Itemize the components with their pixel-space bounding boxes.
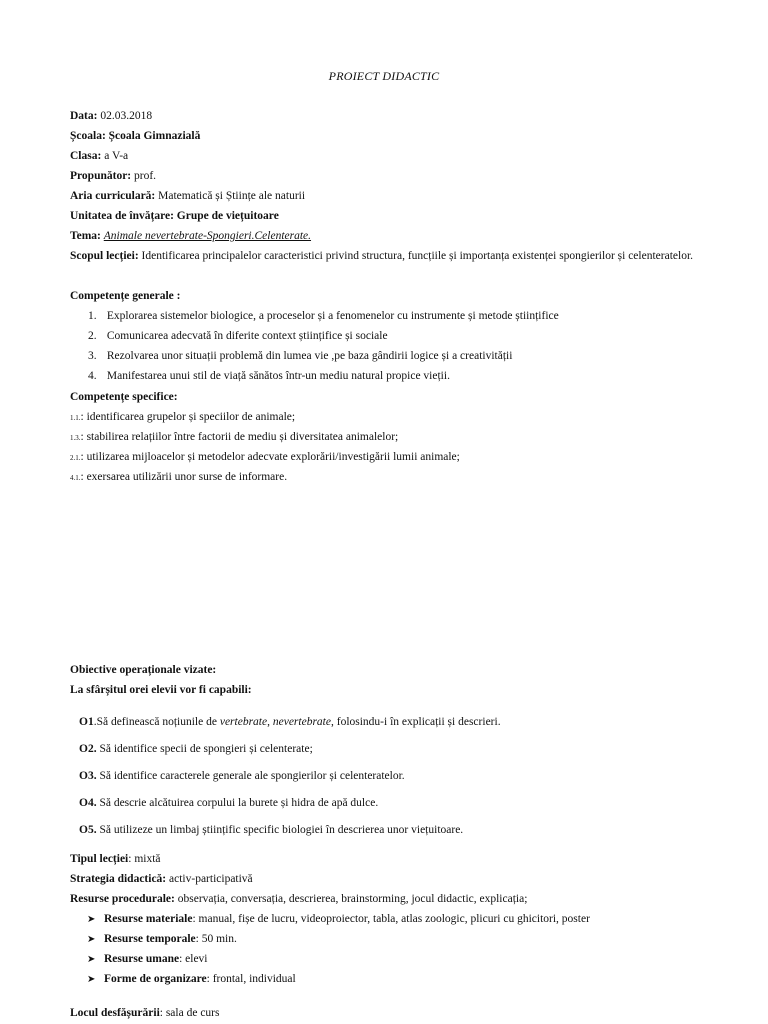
general-competences-section	[70, 286, 698, 386]
objectives-subheading: La sfârșitul orei elevii vor fi capabili:	[70, 684, 252, 696]
class-line	[70, 146, 698, 166]
objective-o1: O1.Să definească noțiunile de vertebrate, nevertebrate, folosindu-i în explicații și descrieri.	[79, 716, 501, 728]
learning-unit-line	[70, 206, 698, 226]
list-item: 4.1.: exersarea utilizării unor surse de informare.	[70, 471, 288, 483]
list-item: ➤ Resurse umane: elevi	[70, 949, 698, 969]
teacher-label: Propunător:	[70, 170, 132, 182]
lesson-purpose	[70, 246, 698, 266]
lesson-purpose-label: Scopul lecției:	[70, 250, 139, 262]
list-item: 1. Explorarea sistemelor biologice, a proceselor și a fenomenelor cu instrumente și metode științifice	[88, 310, 559, 322]
specific-competences-heading: Competențe specifice:	[70, 391, 178, 403]
list-item: ➤ Forme de organizare: frontal, individual	[70, 969, 698, 989]
specific-competences-section	[70, 387, 698, 487]
arrow-bullet-icon: ➤	[87, 974, 96, 985]
document-title: PROIECT DIDACTIC	[328, 69, 440, 83]
school-label: Școala:	[70, 130, 106, 142]
list-item: 1.3.: stabilirea relațiilor între factorii de mediu și diversitatea animalelor;	[70, 431, 399, 443]
objectives-heading: Obiective operaționale vizate:	[70, 664, 217, 676]
theme-line	[70, 226, 698, 246]
date-value: 02.03.2018	[100, 110, 153, 122]
list-item: 2. Comunicarea adecvată în diferite context științifice și sociale	[88, 330, 388, 342]
curricular-area-value: Matematică și Științe ale naturii	[158, 190, 306, 202]
curricular-area-label: Aria curriculară:	[70, 190, 156, 202]
theme-value: Animale nevertebrate-Spongieri.Celenterate.	[103, 230, 312, 242]
objectives-section	[70, 660, 698, 700]
curricular-area-line	[70, 186, 698, 206]
list-item: 3. Rezolvarea unor situații problemă din lumea vie ,pe baza gândirii logice și a creativității	[88, 350, 513, 362]
lesson-type-line: Tipul lecției: mixtă	[70, 853, 161, 865]
arrow-bullet-icon: ➤	[87, 914, 96, 925]
objective-o2: O2. Să identifice specii de spongieri și celenterate;	[79, 743, 313, 755]
date-label: Data:	[70, 110, 98, 122]
teacher-value: prof.	[134, 170, 157, 182]
school-value: Școala Gimnazială	[108, 130, 201, 142]
arrow-bullet-icon: ➤	[87, 954, 96, 965]
list-item: 1.1.: identificarea grupelor și speciilor de animale;	[70, 411, 296, 423]
list-item: 4. Manifestarea unui stil de viață sănătos într-un mediu natural propice vieții.	[88, 370, 450, 382]
list-item: 2.1.: utilizarea mijloacelor și metodelor adecvate explorării/investigării lumii animale;	[70, 451, 460, 463]
school-line	[70, 126, 698, 146]
date-line	[70, 106, 698, 126]
procedural-resources-line: Resurse procedurale: observația, conversația, descrierea, brainstorming, jocul didactic, explicația;	[70, 893, 528, 905]
list-item: ➤ Resurse temporale: 50 min.	[70, 929, 698, 949]
objective-o5: O5. Să utilizeze un limbaj științific specific biologiei în descrierea unor viețuitoare.	[79, 824, 464, 836]
class-label: Clasa:	[70, 150, 102, 162]
objectives-list	[70, 709, 698, 844]
learning-unit-value: Grupe de viețuitoare	[176, 210, 279, 222]
lesson-details-section	[70, 849, 698, 989]
location-section	[70, 1003, 698, 1023]
class-value: a V-a	[104, 150, 129, 162]
header-section	[70, 106, 698, 266]
theme-label: Tema:	[70, 230, 101, 242]
arrow-bullet-icon: ➤	[87, 934, 96, 945]
learning-unit-label: Unitatea de învățare:	[70, 210, 174, 222]
objective-o4: O4. Să descrie alcătuirea corpului la burete și hidra de apă dulce.	[79, 797, 379, 809]
general-competences-heading: Competențe generale :	[70, 290, 181, 302]
objective-o3: O3. Să identifice caracterele generale ale spongierilor și celenteratelor.	[79, 770, 405, 782]
strategy-line: Strategia didactică: activ-participativă	[70, 873, 253, 885]
lesson-purpose-value: Identificarea principalelor caracteristici privind structura, funcțiile și importanța existenței spongierilor și celenteratelor.	[141, 250, 694, 262]
teacher-line	[70, 166, 698, 186]
location-line: Locul desfășurării: sala de curs	[70, 1007, 220, 1019]
list-item: ➤ Resurse materiale: manual, fișe de lucru, videoproiector, tabla, atlas zoologic, plicuri cu ghicitori, poster	[70, 909, 698, 929]
